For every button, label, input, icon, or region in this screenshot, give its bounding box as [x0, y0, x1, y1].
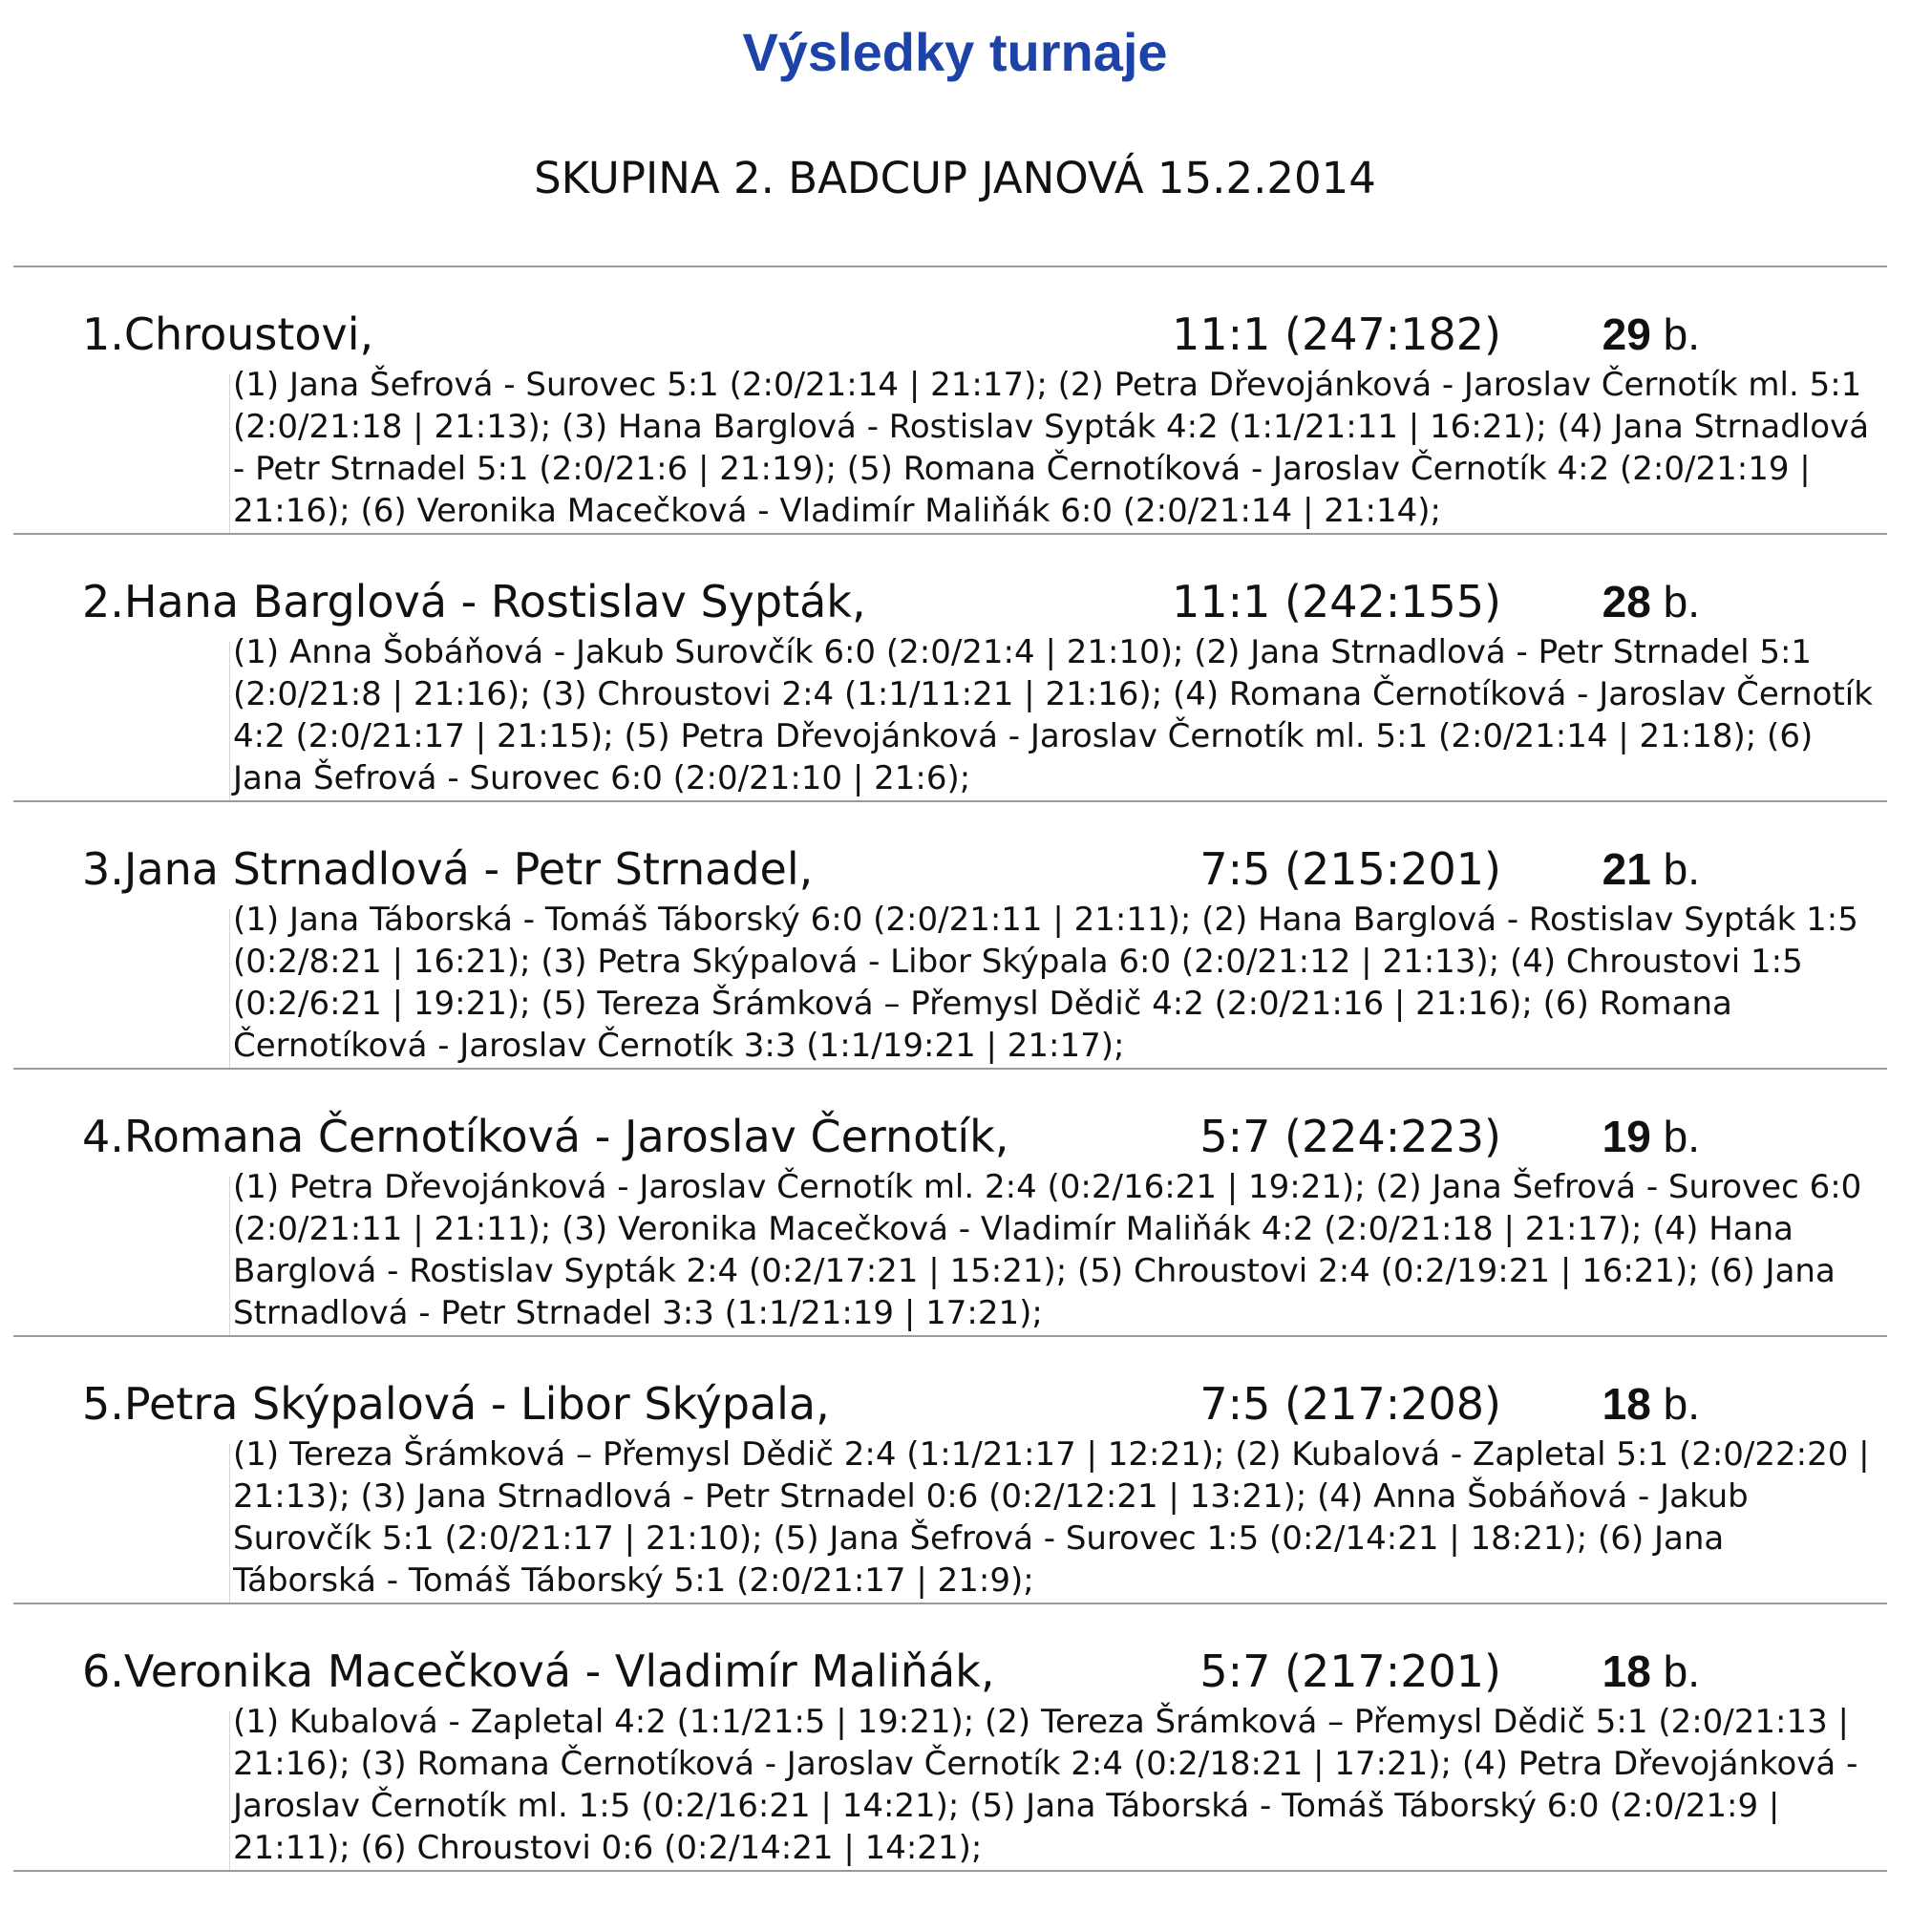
team-matches: (1) Petra Dřevojánková - Jaroslav Černotík ml. 2:4 (0:2/16:21 | 19:21); (2) Jana Šefrová - Surovec 6:0 (2:0/21:11 | 21:11); (3) Veronika Macečková - Vladimír Maliňák 4:2 (2:0/21:18 | 21:17); (4) Hana Barglová - Rostislav Sypták 2:4 (0:2/17:21 | 15:21); (5) Chroustovi 2:4 (0:2/19:21 | 16:21); (6) Jana Strnadlová - Petr Strnadel 3:3 (1:1/21:19 | 17:21);: [233, 1168, 1862, 1332]
team-entry-1: [0, 267, 1910, 535]
points-unit: b.: [1663, 844, 1700, 894]
team-matches: (1) Jana Šefrová - Surovec 5:1 (2:0/21:14 | 21:17); (2) Petra Dřevojánková - Jaroslav Černotík ml. 5:1 (2:0/21:18 | 21:13); (3) Hana Barglová - Rostislav Sypták 4:2 (1:1/21:11 | 16:21); (4) Jana Strnadlová - Petr Strnadel 5:1 (2:0/21:6 | 21:19); (5) Romana Černotíková - Jaroslav Černotík 4:2 (2:0/21:19 | 21:16); (6) Veronika Macečková - Vladimír Maliňák 6:0 (2:0/21:14 | 21:14);: [233, 366, 1870, 530]
team-points: [1528, 1111, 1700, 1162]
team-points: [1528, 308, 1700, 360]
points-unit: b.: [1663, 577, 1700, 626]
team-name: 2.Hana Barglová - Rostislav Sypták,: [82, 576, 866, 627]
team-record: 5:7 (224:223): [1199, 1111, 1501, 1162]
points-unit: b.: [1663, 1112, 1700, 1161]
points-unit: b.: [1663, 1646, 1700, 1696]
results-list: [0, 267, 1910, 1872]
points-unit: b.: [1663, 309, 1700, 359]
team-name: 1.Chroustovi,: [82, 308, 374, 360]
team-entry-2: [0, 535, 1910, 802]
team-entry-5: [0, 1337, 1910, 1604]
team-points: [1528, 843, 1700, 895]
points-value: 18: [1602, 1646, 1651, 1696]
team-record: 7:5 (215:201): [1199, 843, 1501, 895]
team-entry-4: [0, 1070, 1910, 1337]
team-name: 3.Jana Strnadlová - Petr Strnadel,: [82, 843, 814, 895]
points-value: 18: [1602, 1379, 1651, 1429]
team-matches: (1) Jana Táborská - Tomáš Táborský 6:0 (2:0/21:11 | 21:11); (2) Hana Barglová - Rostislav Sypták 1:5 (0:2/8:21 | 16:21); (3) Petra Skýpalová - Libor Skýpala 6:0 (2:0/21:12 | 21:13); (4) Chroustovi 1:5 (0:2/6:21 | 19:21); (5) Tereza Šrámková – Přemysl Dědič 4:2 (2:0/21:16 | 21:16); (6) Romana Černotíková - Jaroslav Černotík 3:3 (1:1/19:21 | 21:17);: [233, 901, 1858, 1065]
team-name: 6.Veronika Macečková - Vladimír Maliňák,: [82, 1645, 995, 1697]
team-name: 4.Romana Černotíková - Jaroslav Černotík,: [82, 1111, 1009, 1162]
team-record: 7:5 (217:208): [1199, 1378, 1501, 1430]
points-value: 21: [1602, 844, 1651, 894]
team-matches: (1) Kubalová - Zapletal 4:2 (1:1/21:5 | 19:21); (2) Tereza Šrámková – Přemysl Dědič 5:1 (2:0/21:13 | 21:16); (3) Romana Černotíková - Jaroslav Černotík 2:4 (0:2/18:21 | 17:21); (4) Petra Dřevojánková - Jaroslav Černotík ml. 1:5 (0:2/16:21 | 14:21); (5) Jana Táborská - Tomáš Táborský 6:0 (2:0/21:9 | 21:11); (6) Chroustovi 0:6 (0:2/14:21 | 14:21);: [233, 1703, 1858, 1867]
points-value: 28: [1602, 577, 1651, 626]
team-name: 5.Petra Skýpalová - Libor Skýpala,: [82, 1378, 830, 1430]
team-points: [1528, 576, 1700, 627]
team-points: [1528, 1645, 1700, 1697]
team-record: 11:1 (247:182): [1172, 308, 1501, 360]
page-subtitle: SKUPINA 2. BADCUP JANOVÁ 15.2.2014: [534, 153, 1376, 203]
row-divider: [13, 1870, 1887, 1872]
points-unit: b.: [1663, 1379, 1700, 1429]
points-value: 29: [1602, 309, 1651, 359]
team-record: 5:7 (217:201): [1199, 1645, 1501, 1697]
points-value: 19: [1602, 1112, 1651, 1161]
team-entry-6: [0, 1604, 1910, 1872]
team-entry-3: [0, 802, 1910, 1070]
team-record: 11:1 (242:155): [1172, 576, 1501, 627]
page-title: Výsledky turnaje: [742, 22, 1168, 82]
team-matches: (1) Anna Šobáňová - Jakub Surovčík 6:0 (2:0/21:4 | 21:10); (2) Jana Strnadlová - Petr Strnadel 5:1 (2:0/21:8 | 21:16); (3) Chroustovi 2:4 (1:1/11:21 | 21:16); (4) Romana Černotíková - Jaroslav Černotík 4:2 (2:0/21:17 | 21:15); (5) Petra Dřevojánková - Jaroslav Černotík ml. 5:1 (2:0/21:14 | 21:18); (6) Jana Šefrová - Surovec 6:0 (2:0/21:10 | 21:6);: [233, 633, 1873, 797]
team-matches: (1) Tereza Šrámková – Přemysl Dědič 2:4 (1:1/21:17 | 12:21); (2) Kubalová - Zapletal 5:1 (2:0/22:20 | 21:13); (3) Jana Strnadlová - Petr Strnadel 0:6 (0:2/12:21 | 13:21); (4) Anna Šobáňová - Jakub Surovčík 5:1 (2:0/21:17 | 21:10); (5) Jana Šefrová - Surovec 1:5 (0:2/14:21 | 18:21); (6) Jana Táborská - Tomáš Táborský 5:1 (2:0/21:17 | 21:9);: [233, 1435, 1870, 1600]
team-points: [1528, 1378, 1700, 1430]
